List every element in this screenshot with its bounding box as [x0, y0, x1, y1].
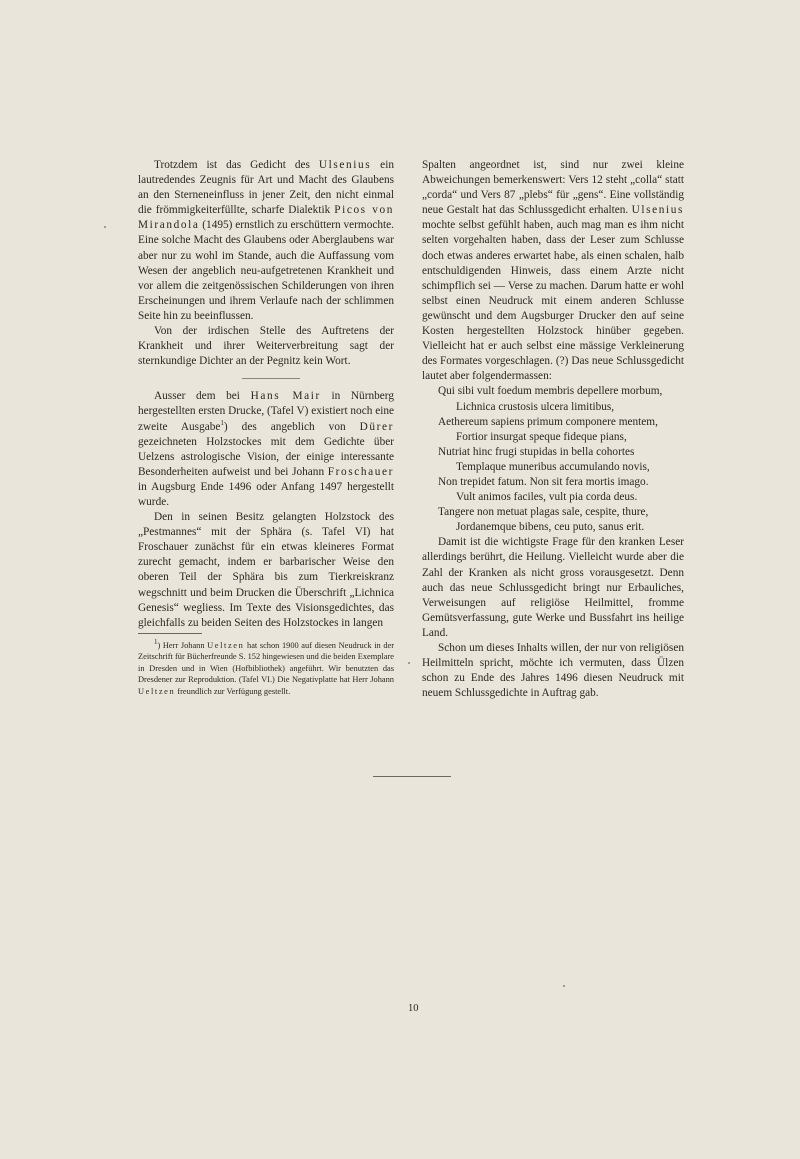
- verse-line: Lichnica crustosis ulcera limitibus,: [456, 400, 615, 413]
- section-divider: [242, 378, 300, 379]
- paragraph: Schon um dieses Inhalts willen, der nur von religiösen Heilmitteln spricht, möchte ich vermuten, dass Ülzen schon zu Ende des Jahres 1496 diesen Neudruck mit neuem Schlussgedichte in Auftrag gab.: [422, 642, 684, 700]
- verse-line: Non trepidet fatum. Non sit fera mortis imago.: [438, 475, 649, 488]
- paragraph: Von der irdischen Stelle des Auftretens der Krankheit und ihrer Weiterverbreitung sagt der sternkundige Dichter an der Pegnitz kein Wort.: [138, 325, 394, 368]
- paragraph: Ausser dem bei Hans Mair in Nürnberg hergestellten ersten Drucke, (Tafel V) existiert noch eine zweite Ausgabe$^1$) des angeblich von Dürer gezeichneten Holzstockes mit dem Gedichte über Uelzens astrologische Vision, der einige interessante Besonderheiten aufweist und bei Johann Froschauer in Augsburg Ende 1496 oder Anfang 1497 hergestellt wurde.: [138, 390, 395, 508]
- paragraph: Spalten angeordnet ist, sind nur zwei kleine Abweichungen bemerkenswert: Vers 12 steht „colla“ statt „corda“ und Vers 87 „plebs“ für „gens“. Eine vollständig neue Gestalt hat das Schlussgedicht erhalten. Ulsenius mochte selbst gefühlt haben, auch mag man es ihm nicht selten vorgehalten haben, dass der Leser zum Schlusse doch etwas anderes erwartet habe, als einen schalen, halb entschuldigenden Hinweis, dass einem Arzte nicht schimpflich sei — Verse zu machen. Darum hatte er wohl selbst einen Neudruck mit einem anderen Schlusse gewünscht und dem Augsburger Drucker den auf seine Kosten hergestellten Holzstock hinüber gegeben. Vielleicht hat er auch selbst eine mässige Verkleinerung des Formates vorgeschlagen. (?) Das neue Schlussgedicht lautet aber folgendermassen:: [422, 159, 684, 383]
- author-name: Ulsenius: [318, 159, 372, 171]
- page-number: 10: [408, 1003, 419, 1014]
- paragraph: Damit ist die wichtigste Frage für den kranken Leser allerdings berührt, die Heilung. Vielleicht wurde aber die Zahl der Kranken als nicht gross vorausgesetzt. Denn auch das neue Schlussgedicht bringt nur Erbauliches, Verweisungen auf religiöse Heilmittel, fromme Gemütsverfassung, gute Werke und Bussfahrt ins heilige Land.: [422, 536, 684, 639]
- footnote: $^1$) Herr Johann Ueltzen hat schon 1900 auf diesen Neudruck in der Zeitschrift für Bücherfreunde S. 152 hingewiesen und die beiden Exemplare in Dresden und in Wien (Hofbibliothek) angeführt. Wir benutzten das Dresdener zur Reproduktion. (Tafel VI.) Die Negativplatte hat Herr Johann Ueltzen freundlich zur Verfügung gestellt.: [138, 637, 395, 696]
- speck: [563, 985, 565, 987]
- verse-line: Jordanemque bibens, ceu puto, sanus erit.: [456, 521, 645, 534]
- verse-line: Fortior insurgat speque fideque pians,: [456, 430, 627, 443]
- footnote-ref: 1: [220, 418, 224, 427]
- printer-name: Hans Mair: [250, 390, 321, 403]
- left-column: [138, 158, 394, 698]
- verse-line: Nutriat hinc frugi stupidas in bella cohortes: [438, 445, 635, 458]
- bottom-rule: [373, 776, 451, 777]
- paragraph: Trotzdem ist das Gedicht des Ulsenius ein lautredendes Zeugnis für Art und Macht des Glaubens an den Sterneneinfluss in jener Zeit, den nicht einmal die frömmigkeiterfüllte, scharfe Dialektik Picos von Mirandola (1495) ernstlich zu erschüttern vermochte. Eine solche Macht des Glaubens oder Aberglaubens war aber nur zu wohl im Stande, auch die Auffassung vom Wesen der angeblich neu-aufgetretenen Krankheit und vor allem die zeitgenössischen Schilderungen von ihren Erscheinungen und ihrem Verlaufe nach der schlimmen Seite hin zu beeinflussen.: [138, 159, 394, 322]
- speck: [408, 662, 410, 664]
- author-name: Picos von Mirandola: [138, 204, 394, 232]
- author-name: Ulsenius: [631, 204, 684, 217]
- verse-line: Templaque muneribus accumulando novis,: [456, 460, 650, 473]
- speck: [104, 226, 106, 228]
- footnote-rule: [138, 633, 202, 634]
- printer-name: Froschauer: [327, 465, 394, 478]
- verse-line: Aethereum sapiens primum componere mentem,: [438, 415, 658, 428]
- artist-name: Dürer: [359, 420, 394, 433]
- right-column: [422, 158, 684, 701]
- latin-poem: [422, 384, 684, 535]
- verse-line: Tangere non metuat plagas sale, cespite, thure,: [438, 506, 649, 519]
- verse-line: Vult animos faciles, vult pia corda deus.: [456, 491, 638, 504]
- paragraph: Den in seinen Besitz gelangten Holzstock des „Pestmannes“ mit der Sphära (s. Tafel VI) hat Froschauer zunächst für ein etwas kleineres Format zurecht gemacht, indem er barbarischer Weise den oberen Teil der Sphära bis zum Tierkreiskranz wegschnitt und beim Drucken die Überschrift „Lichnica Genesis“ wegliess. Im Texte des Visionsgedichtes, das gleichfalls zu beiden Seiten des Holzstockes in langen: [138, 511, 394, 629]
- verse-line: Qui sibi vult foedum membris depellere morbum,: [438, 385, 663, 398]
